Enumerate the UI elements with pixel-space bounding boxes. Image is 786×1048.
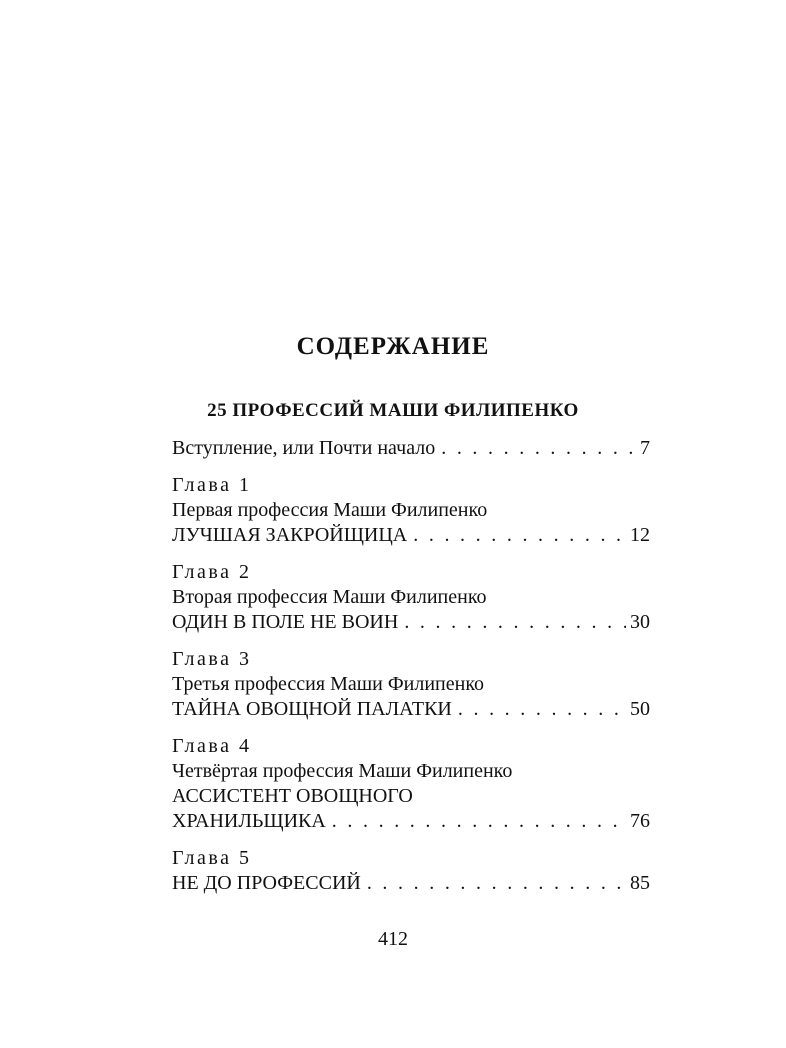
page-number: 412 bbox=[378, 928, 408, 950]
chapter-subtitle: Вторая профессия Маши Филипенко bbox=[172, 586, 487, 608]
chapter-label: Глава 4 bbox=[172, 735, 252, 757]
chapter-title: ТАЙНА ОВОЩНОЙ ПАЛАТКИ bbox=[172, 698, 452, 720]
toc-entry-chapter-2 bbox=[172, 560, 650, 635]
contents-heading: СОДЕРЖАНИЕ bbox=[296, 333, 490, 360]
toc-entry-intro bbox=[172, 436, 650, 461]
dot-leader bbox=[332, 809, 626, 834]
chapter-subtitle: Третья профессия Маши Филипенко bbox=[172, 673, 485, 695]
toc-page-number: 12 bbox=[630, 524, 650, 546]
toc-entry-chapter-1 bbox=[172, 473, 650, 548]
chapter-title: НЕ ДО ПРОФЕССИЙ bbox=[172, 872, 361, 894]
toc-page-number: 30 bbox=[630, 611, 650, 633]
chapter-title: ЛУЧШАЯ ЗАКРОЙЩИЦА bbox=[172, 524, 408, 546]
chapter-subtitle: Четвёртая профессия Маши Филипенко bbox=[172, 760, 513, 782]
toc-entry-title: Вступление, или Почти начало bbox=[172, 437, 436, 459]
chapter-label: Глава 1 bbox=[172, 474, 252, 496]
toc-line bbox=[172, 523, 650, 548]
dot-leader bbox=[367, 871, 626, 896]
dot-leader bbox=[404, 610, 626, 635]
dot-leader bbox=[441, 436, 636, 461]
toc-line bbox=[172, 697, 650, 722]
chapter-title-line-1: АССИСТЕНТ ОВОЩНОГО bbox=[172, 785, 413, 807]
toc-line bbox=[172, 610, 650, 635]
toc-entry-chapter-3 bbox=[172, 647, 650, 722]
chapter-title: ХРАНИЛЬЩИКА bbox=[172, 810, 326, 832]
chapter-label: Глава 5 bbox=[172, 847, 252, 869]
toc-entry-chapter-4 bbox=[172, 734, 650, 834]
section-heading: 25 ПРОФЕССИЙ МАШИ ФИЛИПЕНКО bbox=[207, 400, 579, 421]
toc-line bbox=[172, 871, 650, 896]
toc-line bbox=[172, 436, 650, 461]
chapter-label: Глава 3 bbox=[172, 648, 252, 670]
toc-page-number: 76 bbox=[630, 810, 650, 832]
dot-leader bbox=[413, 523, 626, 548]
chapter-label: Глава 2 bbox=[172, 561, 252, 583]
toc-line bbox=[172, 809, 650, 834]
toc-entry-chapter-5 bbox=[172, 846, 650, 896]
chapter-title: ОДИН В ПОЛЕ НЕ ВОИН bbox=[172, 611, 399, 633]
toc-page-number: 7 bbox=[640, 437, 650, 459]
dot-leader bbox=[458, 697, 626, 722]
toc-page-number: 85 bbox=[630, 872, 650, 894]
chapter-subtitle: Первая профессия Маши Филипенко bbox=[172, 499, 488, 521]
toc-page-number: 50 bbox=[630, 698, 650, 720]
table-of-contents bbox=[172, 436, 650, 908]
